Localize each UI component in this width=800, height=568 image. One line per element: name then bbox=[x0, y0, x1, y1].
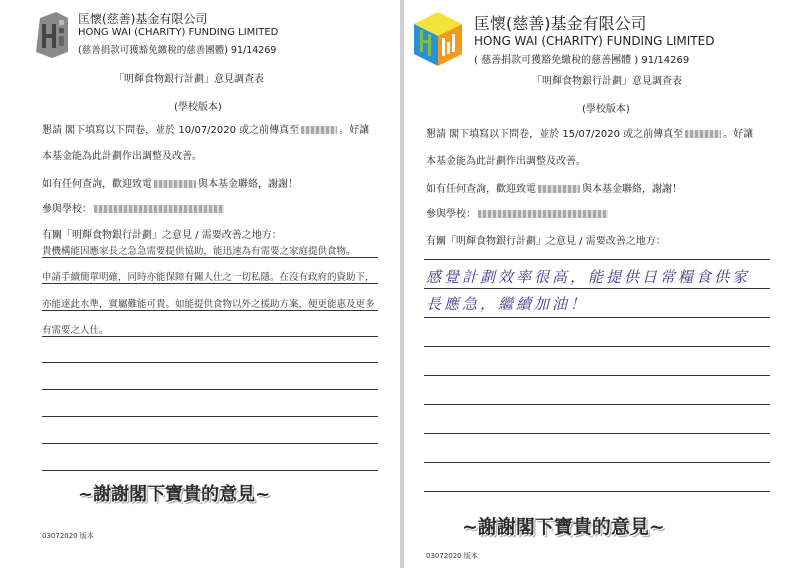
instruction-line-2: 本基金能為此計劃作出調整及改善。 bbox=[42, 151, 202, 162]
handwritten-comment-1: 感覺計劃效率很高，能提供日常糧食供家 bbox=[426, 268, 751, 286]
answer-line bbox=[42, 389, 378, 390]
answer-line bbox=[42, 416, 378, 417]
redacted-fax bbox=[301, 126, 337, 134]
org-name-chinese: 匡懷(慈善)基金有限公司 bbox=[474, 14, 647, 33]
answer-line bbox=[424, 288, 770, 289]
instruction-text-b: 。好讓 bbox=[339, 125, 370, 136]
thank-you-message: ~謝謝閣下寶貴的意見~ bbox=[462, 516, 665, 538]
hw-logo-color-icon bbox=[410, 10, 466, 68]
instruction-text-a: 懇請 閣下填寫以下問卷，並於 15/07/2020 或之前傳真至 bbox=[426, 129, 684, 140]
contact-text-a: 如有任何查詢，歡迎致電 bbox=[42, 179, 152, 190]
answer-line bbox=[42, 283, 378, 284]
school-label: 參與學校： bbox=[426, 209, 476, 220]
answer-line bbox=[424, 462, 770, 463]
version-footer: 03072020 版本 bbox=[426, 552, 478, 560]
hw-logo-gray-icon bbox=[32, 12, 72, 58]
answer-line bbox=[424, 433, 770, 434]
form-edition: (學校版本) bbox=[174, 102, 222, 113]
contact-line bbox=[426, 180, 682, 195]
redacted-phone bbox=[538, 185, 580, 193]
answer-line bbox=[42, 362, 378, 363]
thank-you-message: ~謝謝閣下寶貴的意見~ bbox=[78, 484, 271, 505]
answer-line bbox=[424, 404, 770, 405]
instruction-text-b: 。好讓 bbox=[723, 129, 754, 140]
org-charity-note: (慈善捐款可獲豁免繳稅的慈善團體) 91/14269 bbox=[78, 45, 277, 56]
contact-text-b: 與本基金聯絡，謝謝！ bbox=[582, 184, 682, 195]
school-label: 參與學校： bbox=[42, 204, 92, 215]
handwritten-comment-2: 長應急，繼續加油！ bbox=[426, 295, 589, 313]
instruction-line-2: 本基金能為此計劃作出調整及改善。 bbox=[426, 156, 586, 167]
contact-line bbox=[42, 175, 298, 190]
redacted-fax bbox=[685, 130, 721, 138]
redacted-school-name bbox=[94, 205, 224, 213]
answer-line bbox=[42, 257, 378, 258]
school-line bbox=[426, 205, 610, 220]
typed-comment-3: 亦能達此水準，實屬難能可貴。如能提供食物以外之援助方案，便更能惠及更多 bbox=[42, 299, 375, 310]
comments-heading: 有關「明輝食物銀行計劃」之意見 / 需要改善之地方： bbox=[426, 236, 666, 247]
form-edition: (學校版本) bbox=[582, 104, 630, 115]
version-footer: 03072020 版本 bbox=[42, 532, 94, 540]
form-title: 「明輝食物銀行計劃」意見調查表 bbox=[114, 74, 264, 85]
answer-line bbox=[424, 259, 770, 260]
instruction-line-1 bbox=[426, 125, 753, 140]
contact-text-b: 與本基金聯絡，謝謝！ bbox=[198, 179, 298, 190]
survey-form-right bbox=[404, 0, 800, 568]
redacted-school-name bbox=[478, 210, 608, 218]
school-line bbox=[42, 200, 226, 215]
comments-heading: 有關「明輝食物銀行計劃」之意見 / 需要改善之地方： bbox=[42, 230, 282, 241]
typed-comment-2: 申請手續簡單明確，同時亦能保障有關人仕之一切私隱。在沒有政府的資助下， bbox=[42, 272, 375, 283]
typed-comment-1: 貴機構能因應家長之急急需要提供協助，能迅速為有需要之家庭提供食物。 bbox=[42, 246, 356, 257]
form-title: 「明輝食物銀行計劃」意見調查表 bbox=[532, 76, 682, 87]
answer-line bbox=[424, 317, 770, 318]
answer-line bbox=[42, 470, 378, 471]
answer-line bbox=[424, 346, 770, 347]
instruction-line-1 bbox=[42, 121, 369, 136]
org-name-chinese: 匡懷(慈善)基金有限公司 bbox=[78, 12, 208, 26]
typed-comment-4: 有需要之人仕。 bbox=[42, 325, 109, 336]
answer-line bbox=[424, 491, 770, 492]
answer-line bbox=[42, 443, 378, 444]
instruction-text-a: 懇請 閣下填寫以下問卷，並於 10/07/2020 或之前傳真至 bbox=[42, 125, 300, 136]
answer-line bbox=[424, 375, 770, 376]
org-charity-note: ( 慈善捐款可獲豁免繳稅的慈善團體 ) 91/14269 bbox=[474, 55, 690, 66]
answer-line bbox=[42, 310, 378, 311]
redacted-phone bbox=[154, 180, 196, 188]
answer-line bbox=[42, 336, 378, 337]
contact-text-a: 如有任何查詢，歡迎致電 bbox=[426, 184, 536, 195]
org-name-english: HONG WAI (CHARITY) FUNDING LIMITED bbox=[78, 27, 279, 38]
org-name-english: HONG WAI (CHARITY) FUNDING LIMITED bbox=[474, 34, 715, 48]
